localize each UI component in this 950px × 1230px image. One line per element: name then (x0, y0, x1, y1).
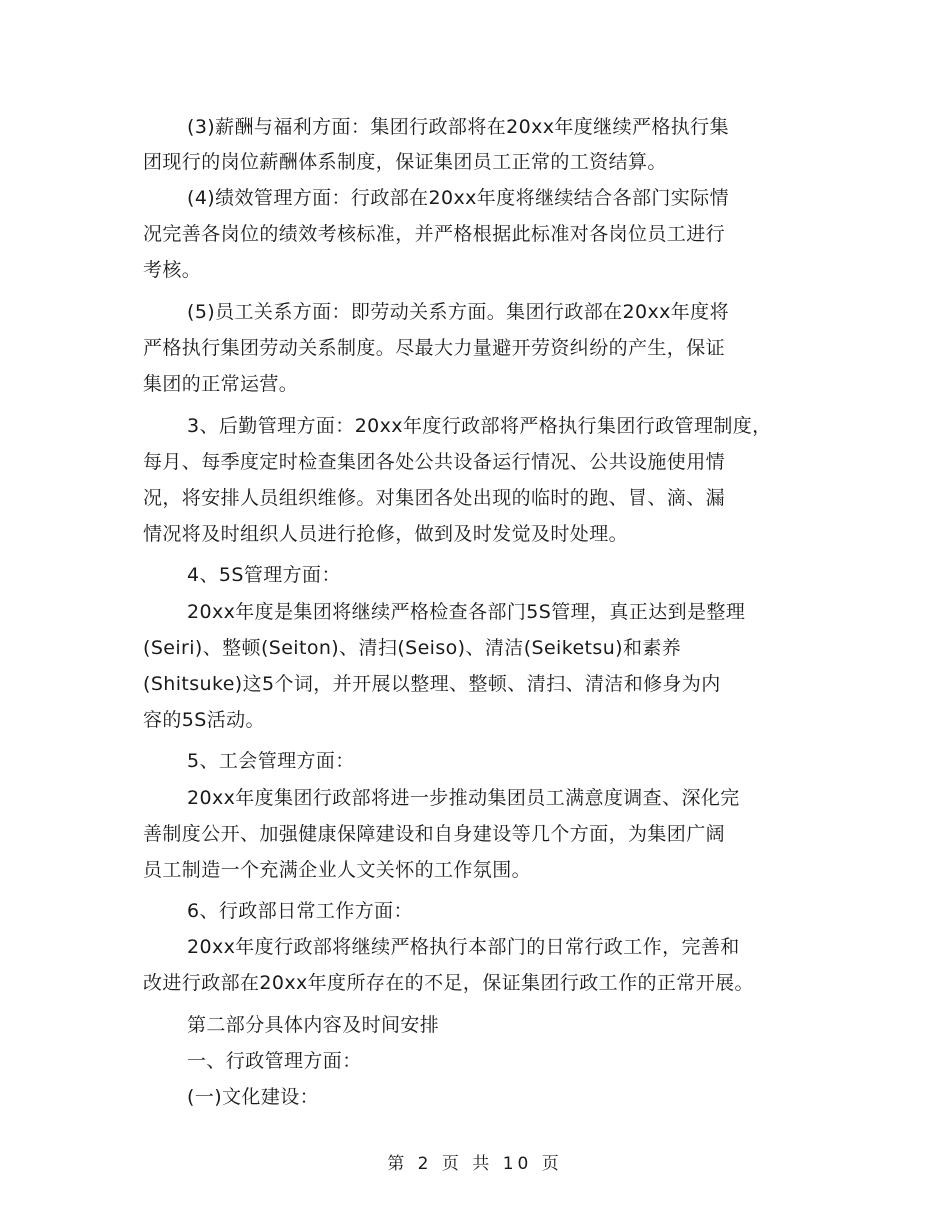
text-line: 严格执行集团劳动关系制度。尽最大力量避开劳资纠纷的产生，保证 (143, 337, 726, 359)
text-line: 容的5S活动。 (143, 709, 265, 731)
text-line: (Seiri)、整顿(Seiton)、清扫(Seiso)、清洁(Seiketsu)和素养 (143, 637, 682, 659)
text-line: 情况将及时组织人员进行抢修，做到及时发觉及时处理。 (143, 523, 629, 545)
text-line: 20xx年度行政部将继续严格执行本部门的日常行政工作，完善和 (187, 936, 740, 958)
text-line: 3、后勤管理方面：20xx年度行政部将严格执行集团行政管理制度， (187, 415, 772, 437)
subsection-heading: (一)文化建设： (187, 1086, 320, 1108)
page-number-footer: 第 2 页 共 10 页 (387, 1154, 563, 1174)
text-line: 况，将安排人员组织维修。对集团各处出现的临时的跑、冒、滴、漏 (143, 487, 726, 509)
text-line: (5)员工关系方面：即劳动关系方面。集团行政部在20xx年度将 (187, 301, 729, 323)
text-line: 况完善各岗位的绩效考核标准，并严格根据此标准对各岗位员工进行 (143, 223, 726, 245)
text-line: 20xx年度是集团将继续严格检查各部门5S管理，真正达到是整理 (187, 601, 746, 623)
text-line: 20xx年度集团行政部将进一步推动集团员工满意度调查、深化完 (187, 787, 740, 809)
text-line: 改进行政部在20xx年度所存在的不足，保证集团行政工作的正常开展。 (143, 972, 754, 994)
text-line: 员工制造一个充满企业人文关怀的工作氛围。 (143, 859, 532, 881)
text-line: 集团的正常运营。 (143, 373, 299, 395)
text-line: (3)薪酬与福利方面：集团行政部将在20xx年度继续严格执行集 (187, 116, 729, 138)
subsection-heading: 一、行政管理方面： (187, 1050, 362, 1072)
text-line: 6、行政部日常工作方面： (187, 900, 413, 922)
text-line: 4、5S管理方面： (187, 564, 341, 586)
text-line: (Shitsuke)这5个词，并开展以整理、整顿、清扫、清洁和修身为内 (143, 673, 721, 695)
text-line: 每月、每季度定时检查集团各处公共设备运行情况、公共设施使用情 (143, 451, 726, 473)
text-line: 善制度公开、加强健康保障建设和自身建设等几个方面，为集团广阔 (143, 823, 726, 845)
text-line: 考核。 (143, 259, 202, 281)
section-heading: 第二部分具体内容及时间安排 (187, 1014, 440, 1036)
text-line: 团现行的岗位薪酬体系制度，保证集团员工正常的工资结算。 (143, 151, 667, 173)
text-line: 5、工会管理方面： (187, 750, 355, 772)
text-line: (4)绩效管理方面：行政部在20xx年度将继续结合各部门实际情 (187, 187, 729, 209)
